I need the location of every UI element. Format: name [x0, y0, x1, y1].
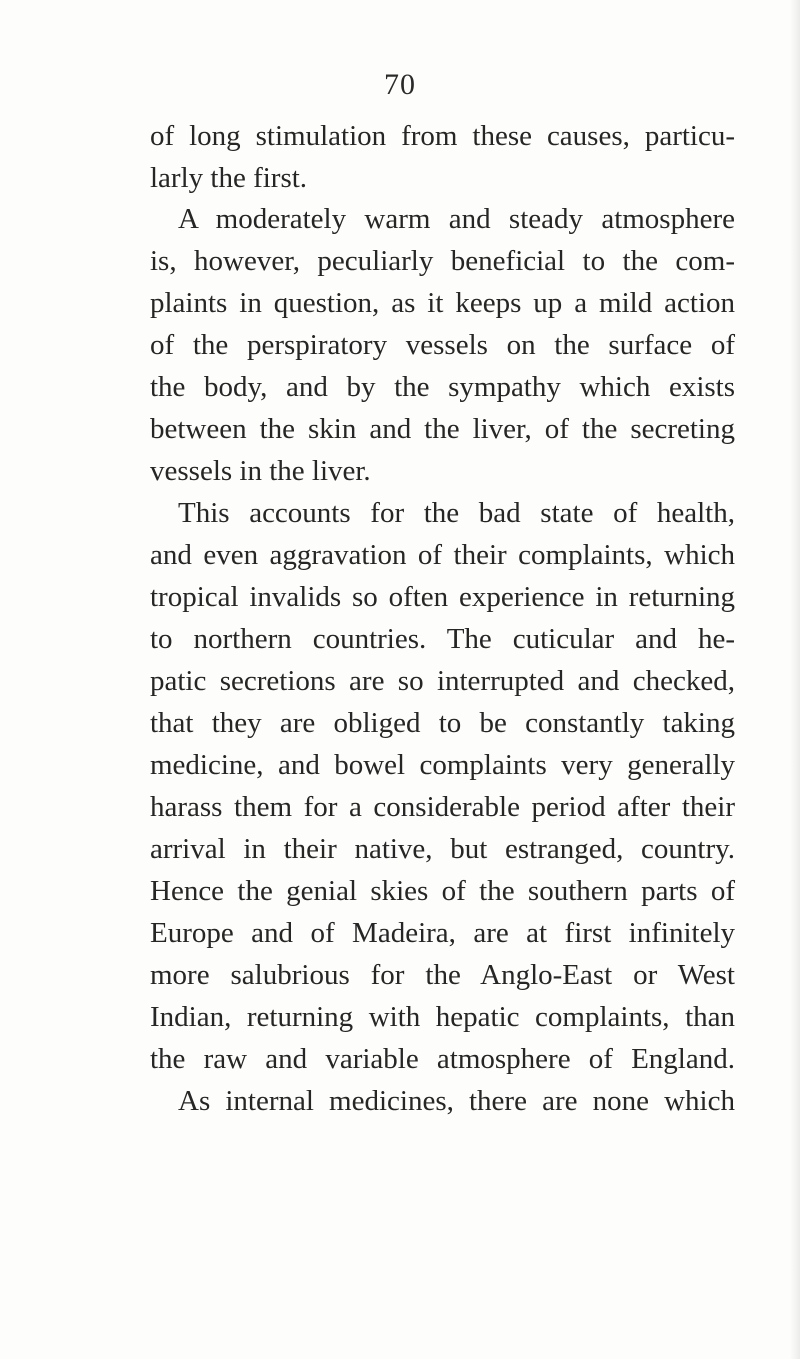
text-line: more salubrious for the Anglo-East or West — [150, 959, 735, 991]
text-line: of the perspiratory vessels on the surface of — [150, 329, 735, 361]
text-line: to northern countries. The cuticular and he- — [150, 623, 735, 655]
text-line: arrival in their native, but estranged, country. — [150, 833, 735, 865]
page-edge-shadow — [790, 0, 800, 1359]
text-line: Europe and of Madeira, are at first infinitely — [150, 917, 735, 949]
text-line: Hence the genial skies of the southern parts of — [150, 875, 735, 907]
text-line: between the skin and the liver, of the secreting — [150, 413, 735, 445]
text-line: is, however, peculiarly beneficial to the com- — [150, 245, 735, 277]
text-line: vessels in the liver. — [150, 455, 371, 487]
page-number: 70 — [384, 68, 416, 101]
text-line: plaints in question, as it keeps up a mild action — [150, 287, 735, 319]
text-line: A moderately warm and steady atmosphere — [178, 203, 735, 235]
text-line: and even aggravation of their complaints, which — [150, 539, 735, 571]
text-line: of long stimulation from these causes, particu- — [150, 120, 735, 152]
text-line: the body, and by the sympathy which exists — [150, 371, 735, 403]
text-line: larly the first. — [150, 162, 308, 194]
text-line: Indian, returning with hepatic complaints, than — [150, 1001, 735, 1033]
text-line: the raw and variable atmosphere of England. — [150, 1043, 735, 1075]
text-line: medicine, and bowel complaints very generally — [150, 749, 735, 781]
text-line: This accounts for the bad state of health, — [178, 497, 735, 529]
text-line: that they are obliged to be constantly taking — [150, 707, 735, 739]
text-line: patic secretions are so interrupted and checked, — [150, 665, 735, 697]
text-line: harass them for a considerable period after their — [150, 791, 735, 823]
text-line: tropical invalids so often experience in returning — [150, 581, 735, 613]
text-line: As internal medicines, there are none which — [178, 1085, 735, 1117]
